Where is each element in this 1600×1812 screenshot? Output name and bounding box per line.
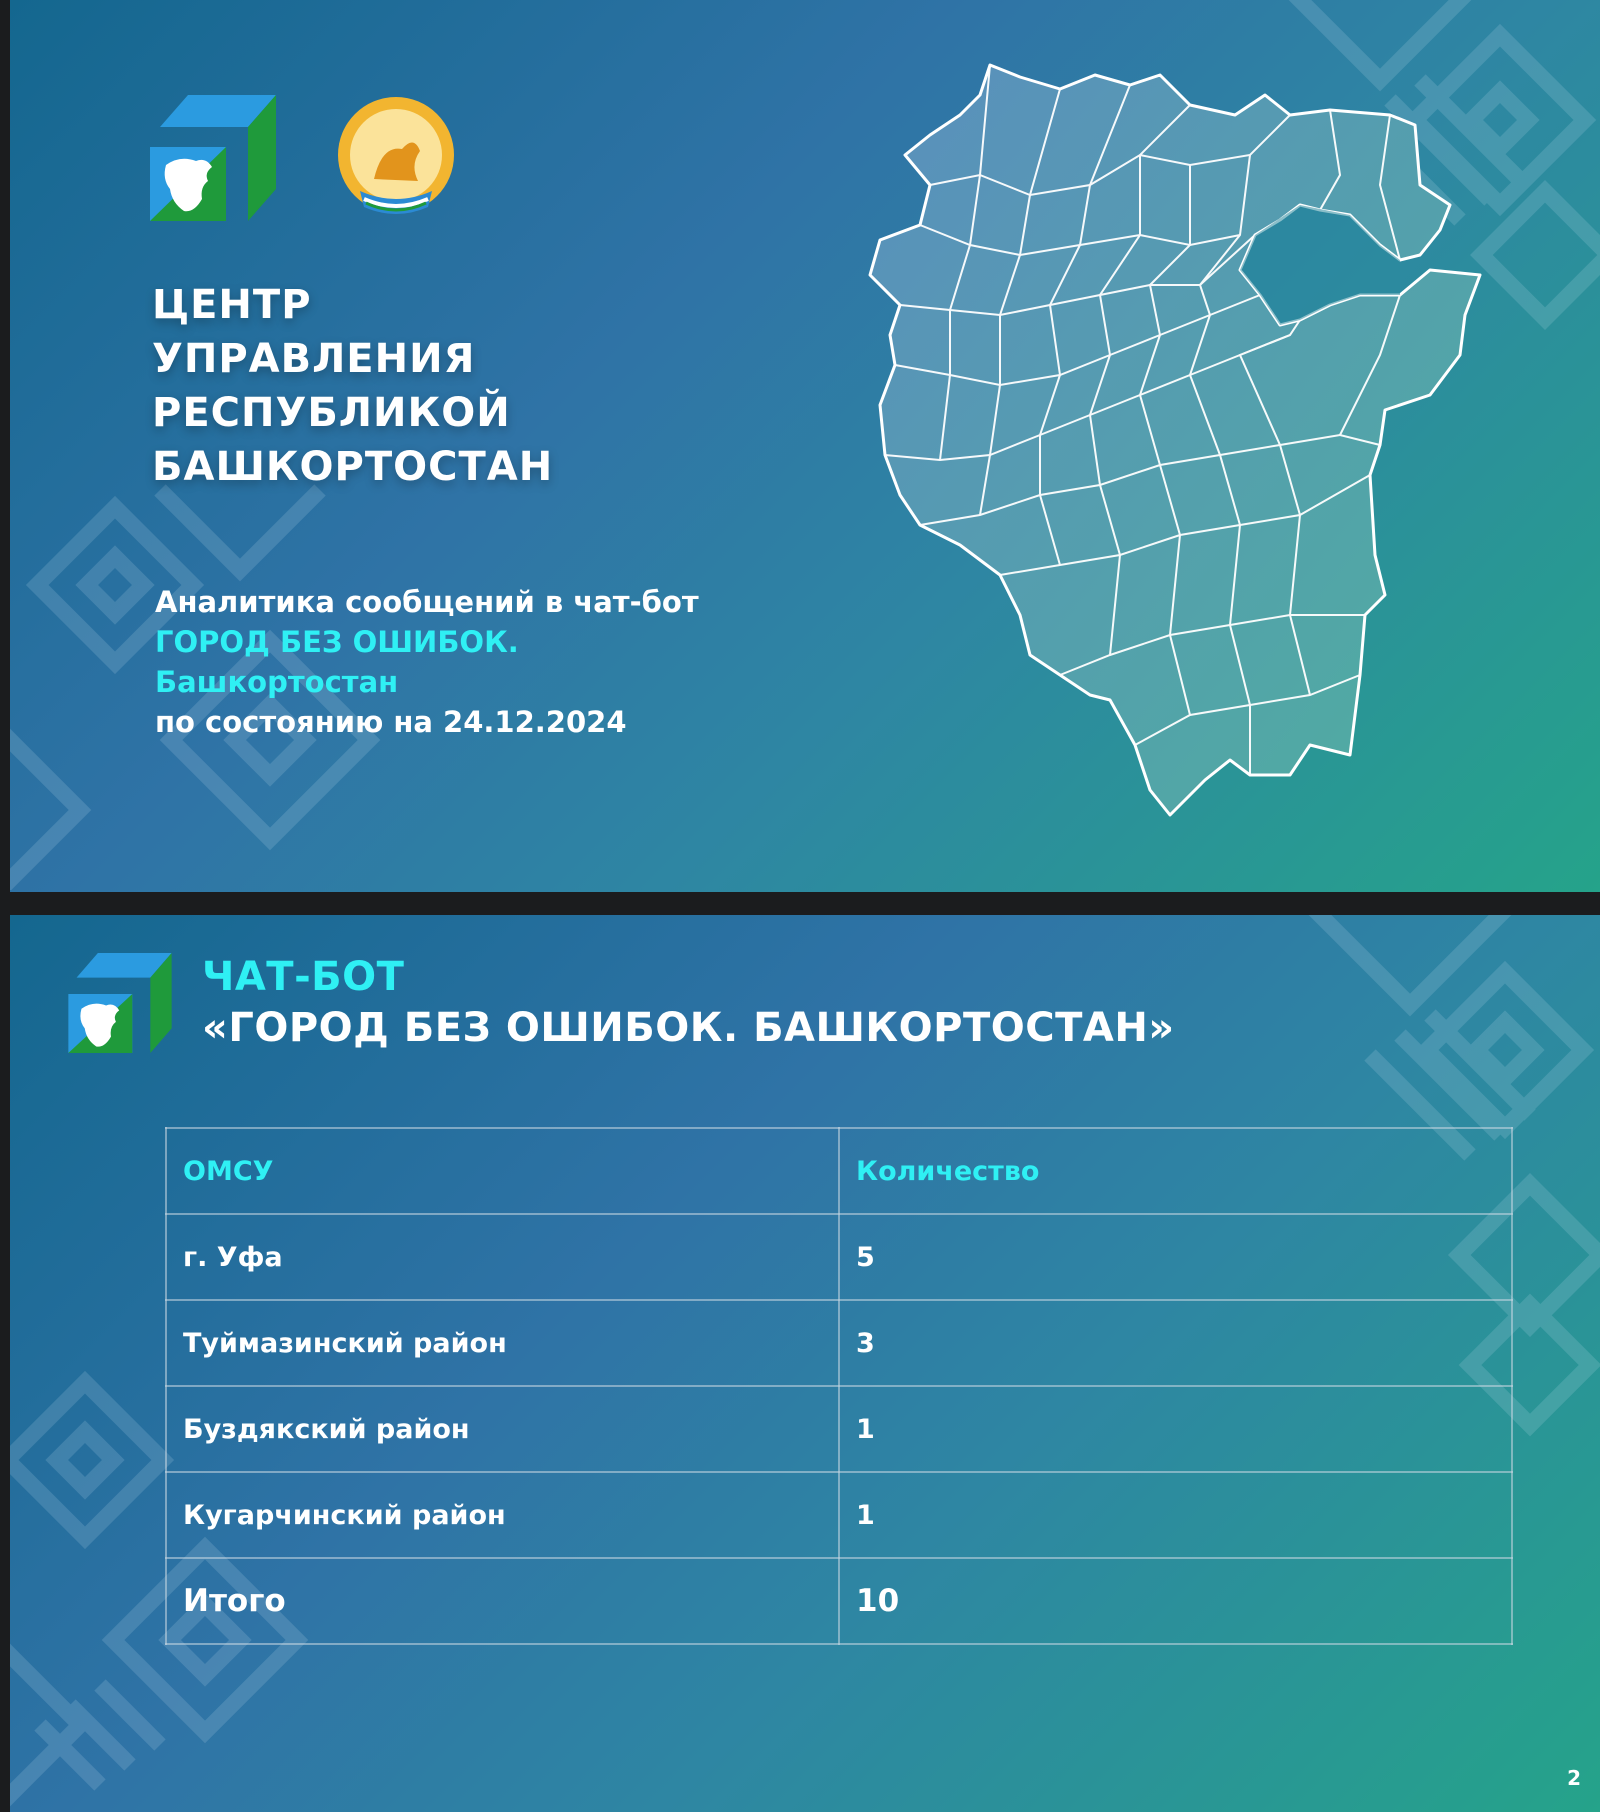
messages-by-omsu-table [165, 1127, 1513, 1645]
title-line: ЦЕНТР [152, 282, 312, 328]
slide-header [202, 952, 1175, 1054]
count-cell: 1 [839, 1386, 1512, 1472]
table-total-row [166, 1558, 1512, 1644]
header-chatbot-label: ЧАТ-БОТ [202, 954, 405, 1000]
report-date: по состоянию на 24.12.2024 [155, 705, 627, 739]
center-title [152, 278, 553, 494]
total-count: 10 [839, 1558, 1512, 1644]
title-line: РЕСПУБЛИКОЙ [152, 390, 511, 436]
table-row [166, 1386, 1512, 1472]
chatbot-name: ГОРОД БЕЗ ОШИБОК. [155, 625, 519, 659]
title-slide [10, 0, 1600, 892]
table-header-row [166, 1128, 1512, 1214]
subtitle-line: Аналитика сообщений в чат-бот [155, 585, 699, 619]
column-header-count: Количество [839, 1128, 1512, 1214]
count-cell: 5 [839, 1214, 1512, 1300]
chatbot-region: Башкортостан [155, 665, 399, 699]
omsu-cell: Буздякский район [166, 1386, 839, 1472]
omsu-cell: г. Уфа [166, 1214, 839, 1300]
bashkortostan-districts-map [860, 55, 1500, 839]
report-subtitle [155, 582, 699, 742]
omsu-cell: Кугарчинский район [166, 1472, 839, 1558]
region-control-center-logo [150, 95, 276, 225]
bashkortostan-coat-of-arms [336, 95, 456, 225]
table-row [166, 1300, 1512, 1386]
total-label: Итого [166, 1558, 839, 1644]
title-line: УПРАВЛЕНИЯ [152, 336, 476, 382]
table-row [166, 1214, 1512, 1300]
header-chatbot-name: «ГОРОД БЕЗ ОШИБОК. БАШКОРТОСТАН» [202, 1005, 1175, 1051]
table-slide [10, 915, 1600, 1812]
table-row [166, 1472, 1512, 1558]
omsu-cell: Туймазинский район [166, 1300, 839, 1386]
count-cell: 3 [839, 1300, 1512, 1386]
title-line: БАШКОРТОСТАН [152, 444, 554, 490]
column-header-omsu: ОМСУ [166, 1128, 839, 1214]
region-control-center-logo [68, 953, 172, 1057]
page-number: 2 [1567, 1766, 1581, 1790]
count-cell: 1 [839, 1472, 1512, 1558]
